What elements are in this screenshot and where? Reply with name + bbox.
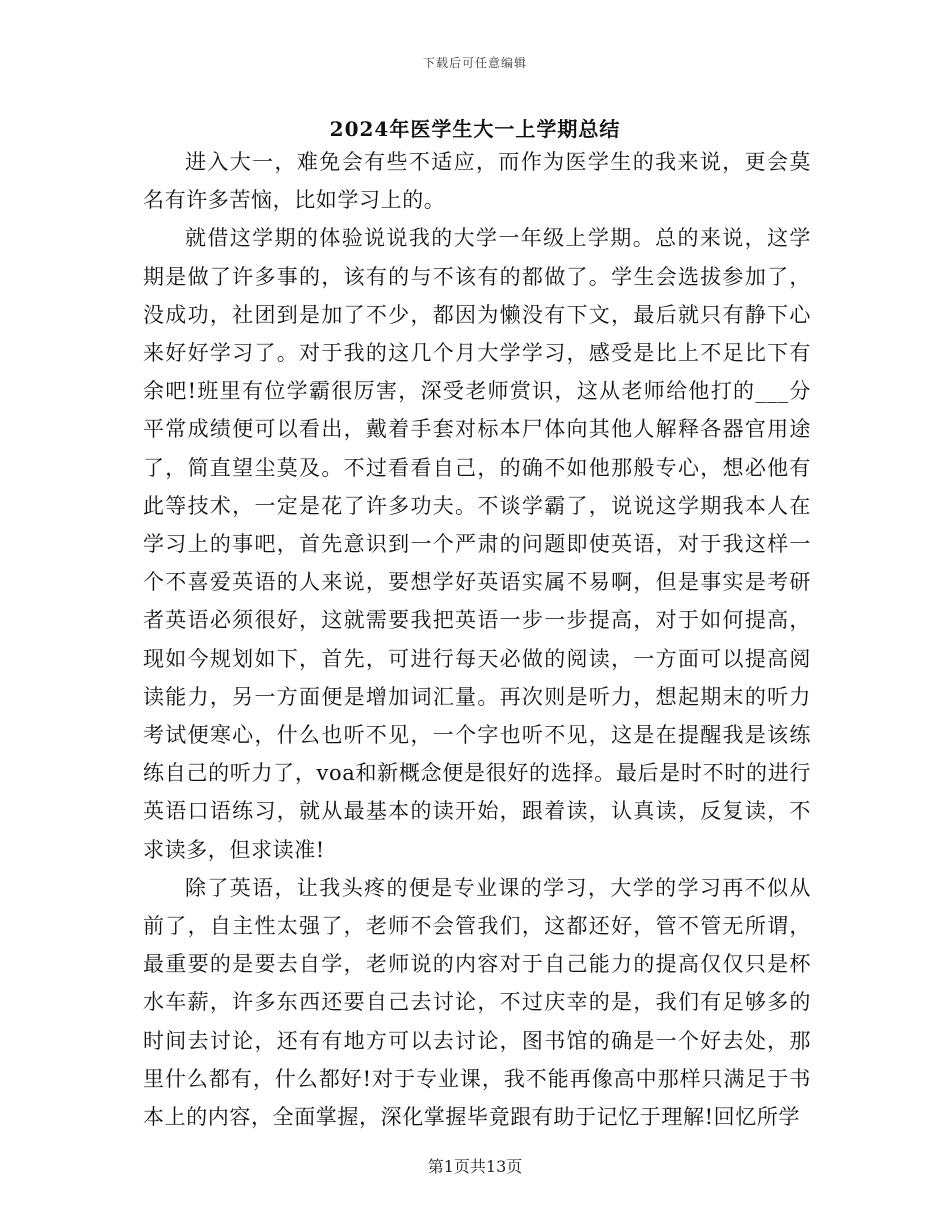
paragraph: 除了英语，让我头疼的便是专业课的学习，大学的学习再不似从前了，自主性太强了，老师不会管我们，这都还好，管不管无所谓，最重要的是要去自学，老师说的内容对于自己能力的提高仅仅只是杯水车薪，许多东西还要自己去讨论，不过庆幸的是，我们有足够多的时间去讨论，还有有地方可以去讨论，图书馆的确是一个好去处，那里什么都有，什么都好!对于专业课，我不能再像高中那样只满足于书本上的内容，全面掌握，深化掌握毕竟跟有助于记忆于理解!回忆所学 (143, 875, 811, 1130)
paragraph: 进入大一，难免会有些不适应，而作为医学生的我来说，更会莫名有许多苦恼，比如学习上的。 (143, 150, 811, 213)
paragraph: 就借这学期的体验说说我的大学一年级上学期。总的来说，这学期是做了许多事的，该有的与不该有的都做了。学生会选拔参加了，没成功，社团到是加了不少，都因为懒没有下文，最后就只有静下心来好好学习了。对于我的这几个月大学学习，感受是比上不足比下有余吧!班里有位学霸很厉害，深受老师赏识，这从老师给他打的___分平常成绩便可以看出，戴着手套对标本尸体向其他人解释各器官用途了，简直望尘莫及。不过看看自己，的确不如他那般专心，想必他有此等技术，一定是花了许多功夫。不谈学霸了，说说这学期我本人在学习上的事吧，首先意识到一个严肃的问题即使英语，对于我这样一个不喜爱英语的人来说，要想学好英语实属不易啊，但是事实是考研者英语必须很好，这就需要我把英语一步一步提高，对于如何提高，现如今规划如下，首先，可进行每天必做的阅读，一方面可以提高阅读能力，另一方面便是增加词汇量。再次则是听力，想起期末的听力考试便寒心，什么也听不见，一个字也听不见，这是在提醒我是该练练自己的听力了，voa和新概念便是很好的选择。最后是时不时的进行英语口语练习，就从最基本的读开始，跟着读，认真读，反复读，不求读多，但求读准! (143, 226, 811, 862)
page-footer: 第1页共13页 (427, 1157, 523, 1176)
header-note: 下载后可任意编辑 (422, 56, 527, 70)
document-title: 2024年医学生大一上学期总结 (329, 117, 621, 141)
document-body (143, 143, 811, 1136)
